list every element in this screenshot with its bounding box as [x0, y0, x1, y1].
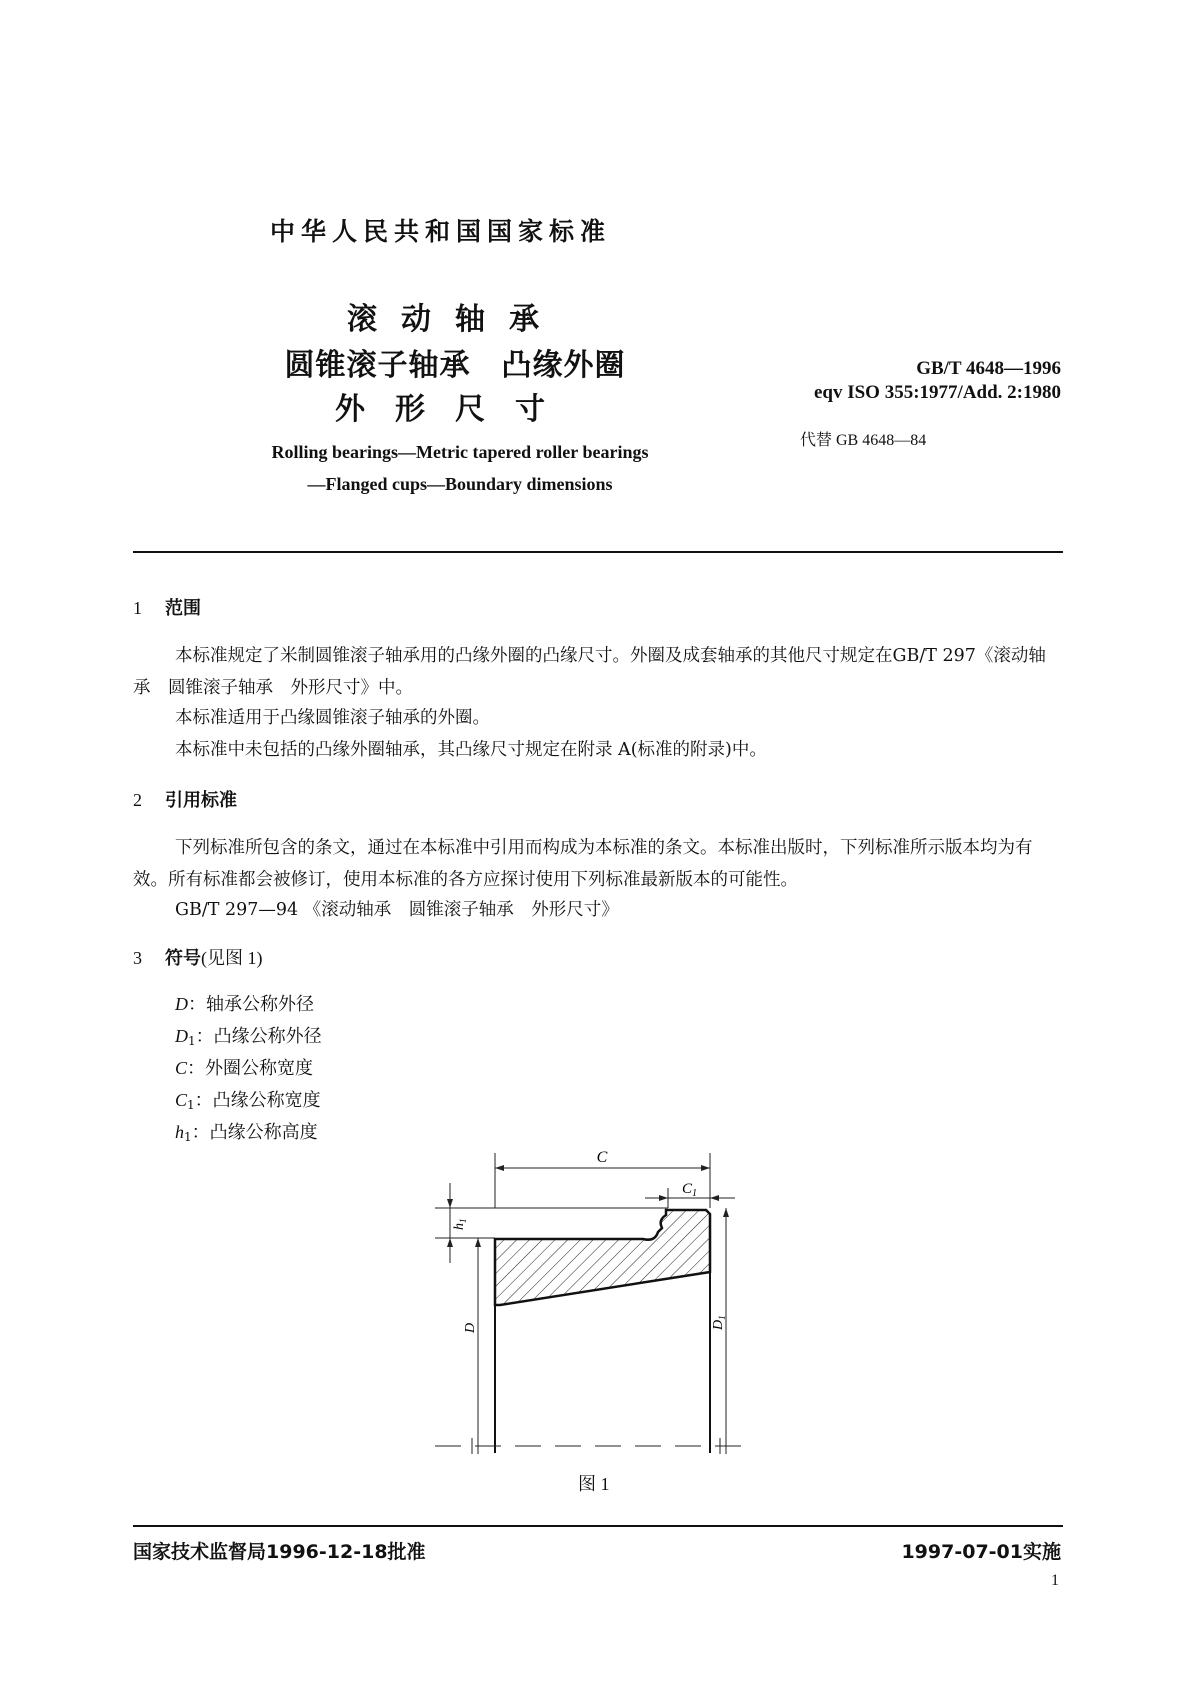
section-3-heading [133, 944, 263, 970]
arrowhead [701, 1165, 710, 1171]
symbol-description: ：轴承公称外径 [188, 994, 314, 1015]
symbol-item [175, 990, 314, 1016]
title-line-1: 滚动轴承 [347, 302, 563, 337]
section-2-paragraph: 下列标准所包含的条文，通过在本标准中引用而构成为本标准的条文。本标准出版时，下列标准所示版本均为有效。所有标准都会被修订，使用本标准的各方应探讨使用下列标准最新版本的可能性。 [133, 838, 1033, 890]
section-number: 1 [133, 598, 142, 618]
label-d: D [463, 1322, 478, 1333]
section-title: 符号 [165, 948, 201, 969]
symbol-item [175, 1054, 313, 1080]
flanged-cup-section [495, 1210, 710, 1305]
symbol-item [175, 1022, 322, 1048]
symbol-item [175, 1118, 318, 1144]
symbol: D [175, 1026, 188, 1046]
iso-equivalence: eqv ISO 355:1977/Add. 2:1980 [813, 382, 1061, 403]
label-h1: $h_1$ [452, 1218, 468, 1230]
section-title: 范围 [165, 598, 201, 619]
arrowhead [710, 1195, 719, 1201]
symbol: C [175, 1090, 188, 1110]
arrowhead [475, 1238, 481, 1247]
english-title-line-2: —Flanged cups—Boundary dimensions [307, 474, 613, 494]
arrowhead [495, 1165, 504, 1171]
symbol-description: ：凸缘公称宽度 [194, 1090, 321, 1111]
section-number: 2 [133, 790, 142, 810]
symbol-description: ：凸缘公称外径 [195, 1026, 322, 1047]
standard-number: GB/T 4648—1996 [916, 358, 1061, 379]
section-1-paragraph-1: 本标准规定了米制圆锥滚子轴承用的凸缘外圈的凸缘尺寸。外圈及成套轴承的其他尺寸规定在GB/T 297《滚动轴承 圆锥滚子轴承 外形尺寸》中。 [133, 646, 1046, 698]
arrowhead [723, 1208, 729, 1217]
flanged-cup-diagram [430, 1148, 760, 1468]
effective-date: 1997-07-01实施 [901, 1541, 1061, 1563]
section-1-paragraph-3: 本标准中未包括的凸缘外圈轴承，其凸缘尺寸规定在附录 A(标准的附录)中。 [175, 740, 767, 760]
symbol-subscript: 1 [187, 1098, 195, 1112]
replaces-standard: 代替 GB 4648—84 [800, 432, 927, 449]
symbol-description: ：外圈公称宽度 [187, 1058, 314, 1079]
title-line-3: 外形尺寸 [335, 392, 575, 427]
symbol: C [175, 1058, 188, 1078]
symbol-subscript: 1 [188, 1034, 196, 1048]
approval-date: 国家技术监督局1996-12-18批准 [133, 1541, 426, 1563]
section-number: 3 [133, 948, 142, 968]
figure-caption: 图 1 [578, 1474, 610, 1494]
label-c: C [596, 1149, 608, 1166]
arrowhead [447, 1238, 453, 1247]
section-title-note: (见图 1) [201, 948, 263, 968]
footer-divider [133, 1525, 1063, 1527]
label-c1: $C_1$ [682, 1181, 698, 1199]
symbol-description: ：凸缘公称高度 [191, 1122, 318, 1143]
section-1-paragraph-2: 本标准适用于凸缘圆锥滚子轴承的外圈。 [175, 708, 490, 728]
english-title-line-1: Rolling bearings—Metric tapered roller bearings [271, 442, 649, 462]
arrowhead [659, 1195, 668, 1201]
symbol-subscript: 1 [184, 1130, 192, 1144]
title-line-2: 圆锥滚子轴承 凸缘外圈 [284, 348, 626, 383]
symbol: h [175, 1122, 184, 1142]
header-divider [133, 551, 1063, 553]
section-2-heading [133, 786, 237, 812]
symbol-item [175, 1086, 321, 1112]
label-d1: $D_1$ [711, 1315, 727, 1330]
reference-standard: GB/T 297—94 《滚动轴承 圆锥滚子轴承 外形尺寸》 [175, 900, 619, 920]
section-1-heading [133, 594, 201, 620]
section-title: 引用标准 [165, 790, 237, 811]
page-number: 1 [1051, 1572, 1059, 1589]
national-standard-label: 中华人民共和国国家标准 [270, 217, 612, 246]
arrowhead [447, 1199, 453, 1208]
symbol: D [175, 994, 188, 1014]
